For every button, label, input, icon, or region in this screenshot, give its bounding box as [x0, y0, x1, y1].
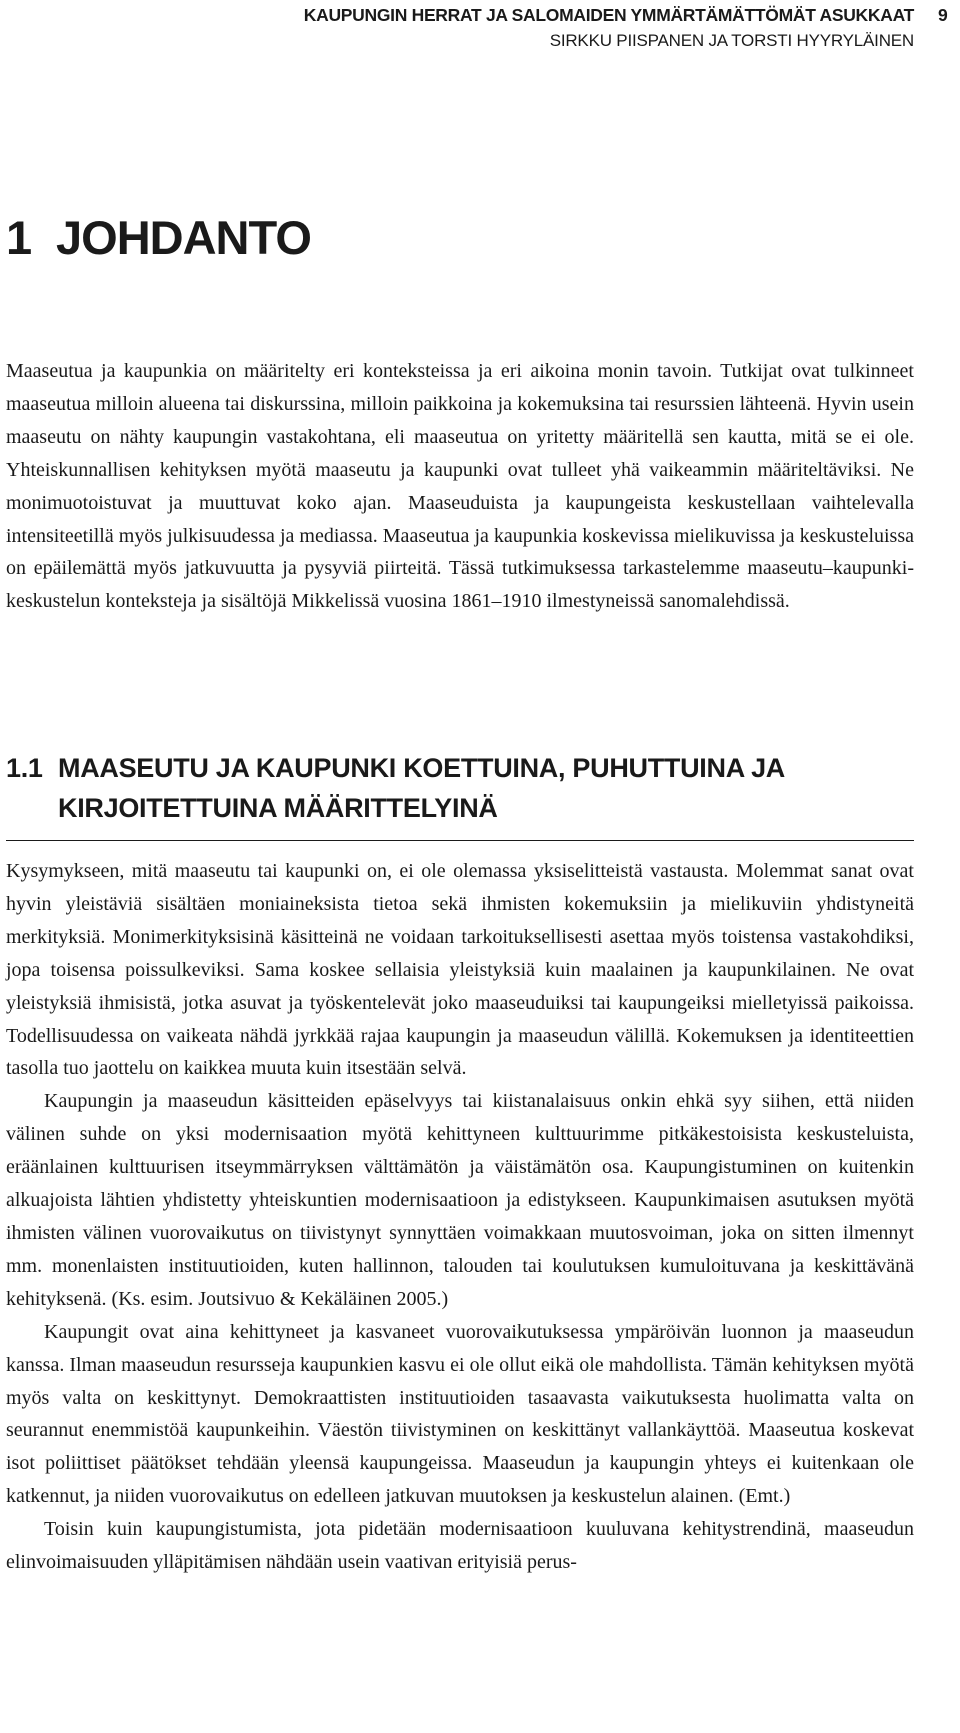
section-heading — [6, 748, 914, 828]
chapter-number: 1 — [6, 211, 32, 264]
section-paragraph: Toisin kuin kaupungistumista, jota pidetään modernisaatioon kuuluvana kehitystrendinä, maaseudun elinvoimaisuuden ylläpitämisen nähdään usein vaativan erityisiä perus- — [6, 1518, 914, 1574]
chapter-heading — [6, 210, 311, 266]
running-header — [0, 2, 914, 54]
chapter-intro-paragraph: Maaseutua ja kaupunkia on määritelty eri konteksteissa ja eri aikoina monin tavoin. Tutkijat ovat tulkinneet maaseutua milloin alueena tai diskurssina, milloin paikkoina ja kokemuksina tai resurssien lähteenä. Hyvin usein maaseutu on nähty kaupungin vastakohtana, eli maaseutua on yritetty määritellä sen kautta, mitä se ei ole. Yhteiskunnallisen kehityksen myötä maaseutu ja kaupunki ovat tulleet yhä vaikeammin määriteltäviksi. Ne monimuotoistuvat ja muuttuvat koko ajan. Maaseuduista ja kaupungeista keskustellaan vaihtelevalla intensiteetillä myös julkisuudessa ja mediassa. Maaseutua ja kaupunkia koskevissa mielikuvissa ja keskusteluissa on epäilemättä myös jatkuvuutta ja pysyviä piirteitä. Tässä tutkimuksessa tarkastelemme maaseutu–kaupunki-keskustelun konteksteja ja sisältöjä Mikkelissä vuosina 1861–1910 ilmestyneissä sanomalehdissä. — [6, 360, 914, 613]
section-number: 1.1 — [6, 753, 43, 783]
section-paragraph: Kaupungit ovat aina kehittyneet ja kasvaneet vuorovaikutuksessa ympäröivän luonnon ja maaseudun kanssa. Ilman maaseudun resursseja kaupunkien kasvu ei ole ollut eikä ole mahdollista. Tämän kehityksen myötä myös valta on keskittynyt. Demokraattisten instituutioiden tasaavasta vaikutuksesta huolimatta valta on seurannut enemmistöä kaupunkeihin. Väestön tiivistyminen on keskittänyt vallankäyttöä. Maaseutua koskevat isot poliittiset päätökset tehdään yleensä kaupungeissa. Maaseudun ja kaupungin yhteys ei kuitenkaan ole katkennut, ja niiden vuorovaikutus on edelleen jatkuvan muutoksen ja keskustelun alainen. (Emt.) — [6, 1320, 914, 1508]
running-header-authors: SIRKKU PIISPANEN JA TORSTI HYYRYLÄINEN — [549, 31, 914, 50]
section-title: MAASEUTU JA KAUPUNKI KOETTUINA, PUHUTTUINA JA KIRJOITETTUINA MÄÄRITTELYINÄ — [58, 753, 785, 823]
section-paragraph: Kysymykseen, mitä maaseutu tai kaupunki on, ei ole olemassa yksiselitteistä vastausta. Molemmat sanat ovat hyvin yleistäviä sisältäen moniaineksista tietoa sekä ihmisten kokemuksiin ja mielikuviin yhdistyneitä merkityksiä. Monimerkityksisinä käsitteinä ne voidaan tarkoituksellisesti asettaa myös toistensa vastakohdiksi, jopa toisensa poissulkeviksi. Sama koskee sellaisia yleistyksiä kuin maalainen ja kaupunkilainen. Ne ovat yleistyksiä ihmisistä, jotka asuvat ja työskentelevät joko maaseuduiksi tai kaupungeiksi mielletyissä paikoissa. Todellisuudessa on vaikeata nähdä jyrkkää rajaa kaupungin ja maaseudun välillä. Kokemuksen ja identiteettien tasolla tuo jaottelu on kaikkea muuta kuin itsestään selvä. — [6, 860, 914, 1080]
section-paragraph: Kaupungin ja maaseudun käsitteiden epäselvyys tai kiistanalaisuus onkin ehkä syy siihen, että niiden välinen suhde on yksi modernisaation myötä kehittyneen kulttuurimme pitkäkestoisista keskusteluista, eräänlainen kulttuurisen itseymmärryksen välttämätön ja väistämätön osa. Kaupungistuminen on kuitenkin alkuajoista lähtien yhdistetty yhteiskuntien modernisaatioon ja edistykseen. Kaupunkimaisen asutuksen myötä ihmisten välinen vuorovaikutus on tiivistynyt synnyttäen voimakkaan muutosvoiman, joka on sitten ilmennyt mm. monenlaisten instituutioiden, kuten hallinnon, talouden tai koulutuksen kumuloituvana ja keskittävänä kehityksenä. (Ks. esim. Joutsivuo & Kekäläinen 2005.) — [6, 1090, 914, 1310]
section-body — [6, 855, 914, 1579]
page-number: 9 — [938, 5, 948, 25]
running-header-title: KAUPUNGIN HERRAT JA SALOMAIDEN YMMÄRTÄMÄTTÖMÄT ASUKKAAT — [303, 5, 914, 25]
chapter-title: JOHDANTO — [56, 211, 311, 264]
section-divider — [6, 840, 914, 841]
